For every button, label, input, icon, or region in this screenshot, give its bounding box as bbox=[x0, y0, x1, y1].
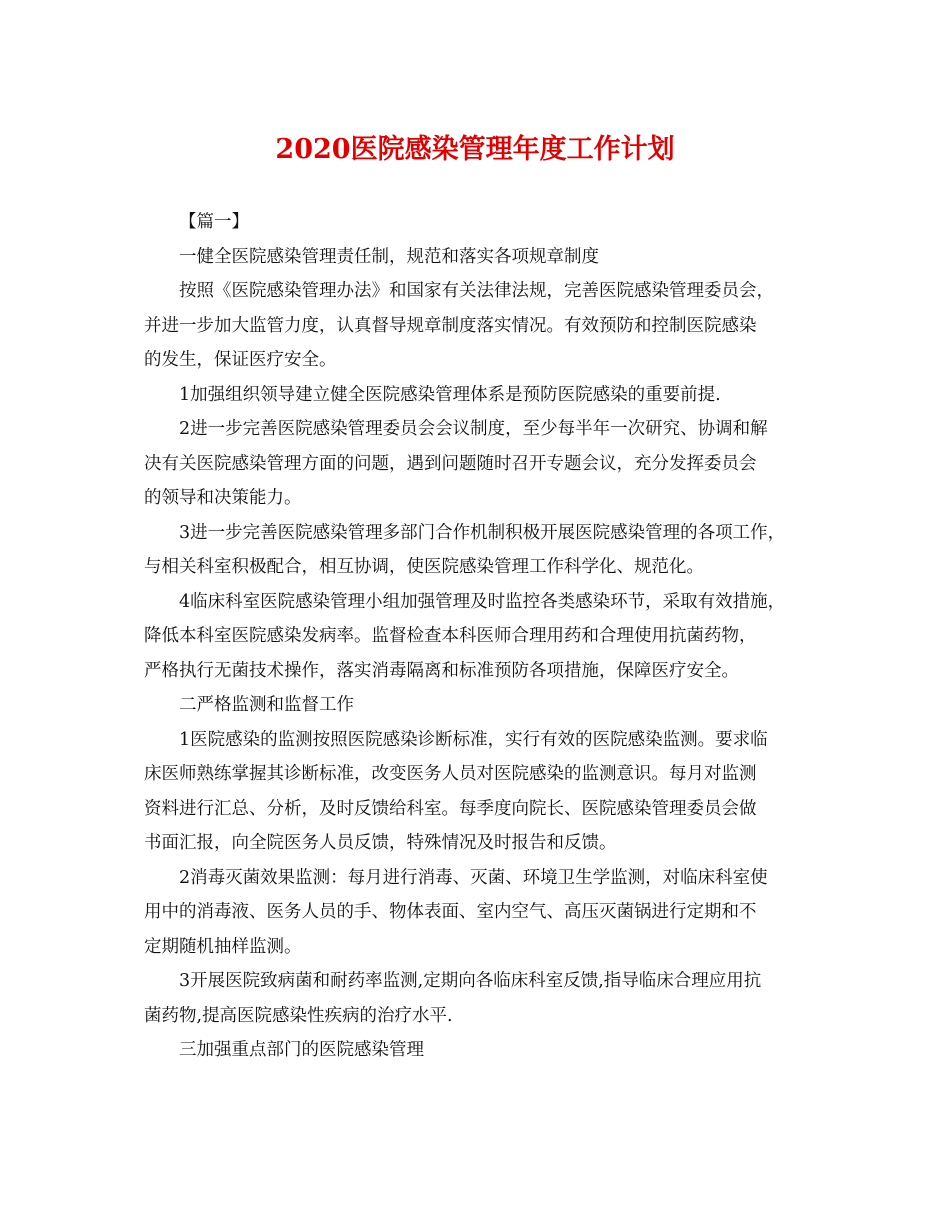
text-line: 二严格监测和监督工作 bbox=[179, 695, 354, 715]
document-title: 2020医院感染管理年度工作计划 bbox=[275, 134, 675, 165]
text-line: 菌药物,提高医院感染性疾病的治疗水平. bbox=[144, 1005, 453, 1026]
text-line: 3进一步完善医院感染管理多部门合作机制积极开展医院感染管理的各项工作， bbox=[179, 522, 786, 543]
text-line: 1加强组织领导建立健全医院感染管理体系是预防医院感染的重要前提. bbox=[179, 384, 721, 405]
text-line: 资料进行汇总、分析，及时反馈给科室。每季度向院长、医院感染管理委员会做 bbox=[144, 798, 757, 819]
text-line: 用中的消毒液、医务人员的手、物体表面、室内空气、高压灭菌锅进行定期和不 bbox=[144, 902, 757, 922]
text-line: 2进一步完善医院感染管理委员会会议制度，至少每半年一次研究、协调和解 bbox=[179, 419, 768, 439]
text-line: 3开展医院致病菌和耐药率监测,定期向各临床科室反馈,指导临床合理应用抗 bbox=[179, 971, 762, 991]
text-line: 2消毒灭菌效果监测：每月进行消毒、灭菌、环境卫生学监测，对临床科室使 bbox=[179, 867, 768, 888]
text-line: 与相关科室积极配合，相互协调，使医院感染管理工作科学化、规范化。 bbox=[144, 557, 704, 577]
text-line: 降低本科室医院感染发病率。监督检查本科医师合理用药和合理使用抗菌药物， bbox=[144, 626, 757, 646]
text-line: 决有关医院感染管理方面的问题，遇到问题随时召开专题会议，充分发挥委员会 bbox=[144, 453, 757, 474]
text-line: 1医院感染的监测按照医院感染诊断标准，实行有效的医院感染监测。要求临 bbox=[179, 729, 768, 750]
text-line: 的发生，保证医疗安全。 bbox=[144, 350, 337, 370]
text-line: 按照《医院感染管理办法》和国家有关法律法规，完善医院感染管理委员会， bbox=[179, 281, 774, 301]
text-line: 一健全医院感染管理责任制，规范和落实各项规章制度 bbox=[179, 246, 599, 267]
text-line: 并进一步加大监管力度，认真督导规章制度落实情况。有效预防和控制医院感染 bbox=[144, 315, 757, 336]
text-line: 的领导和决策能力。 bbox=[144, 488, 302, 508]
text-line: 书面汇报，向全院医务人员反馈，特殊情况及时报告和反馈。 bbox=[144, 833, 617, 853]
text-line: 床医师熟练掌握其诊断标准，改变医务人员对医院感染的监测意识。每月对监测 bbox=[144, 764, 757, 784]
document-body bbox=[144, 205, 824, 1068]
text-line: 【篇一】 bbox=[179, 212, 249, 232]
text-line: 4临床科室医院感染管理小组加强管理及时监控各类感染环节，采取有效措施， bbox=[179, 591, 786, 612]
text-line: 严格执行无菌技术操作，落实消毒隔离和标准预防各项措施，保障医疗安全。 bbox=[144, 660, 739, 681]
text-line: 定期随机抽样监测。 bbox=[144, 936, 302, 957]
text-line: 三加强重点部门的医院感染管理 bbox=[179, 1040, 424, 1060]
